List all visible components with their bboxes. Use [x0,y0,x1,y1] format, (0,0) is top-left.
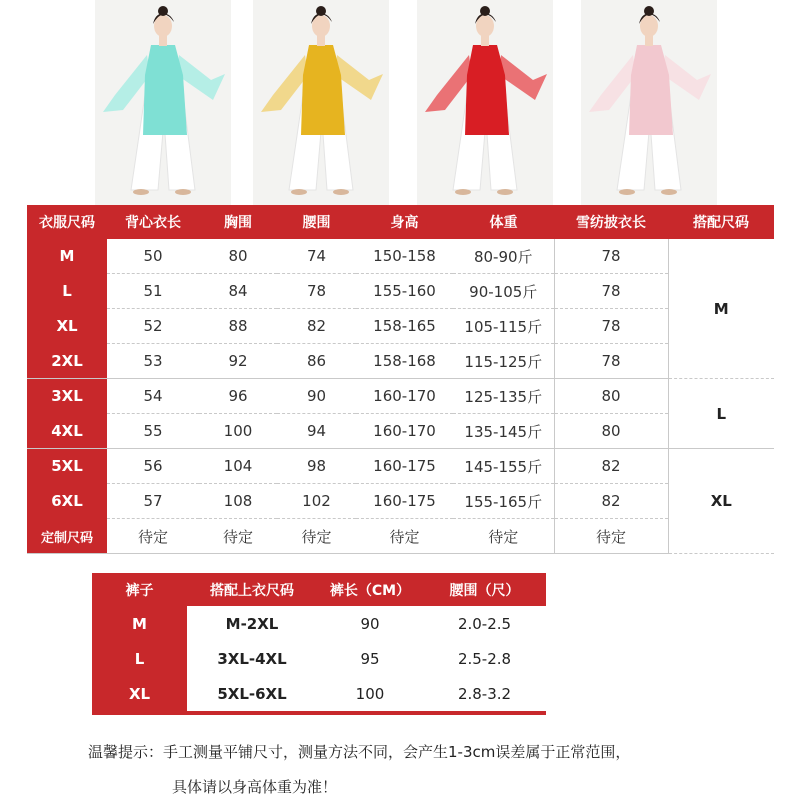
pants-waist-cell: 2.5-2.8 [457,649,512,668]
header-weight: 体重 [453,205,554,239]
model-figure-2 [417,0,553,205]
chiffon-length-cell: 待定 [554,519,668,554]
vest-length-cell: 57 [107,484,199,519]
pants-top-size-cell: M-2XL [225,614,279,633]
chiffon-length-cell: 78 [554,274,668,309]
height-cell: 待定 [356,519,453,554]
photo-red-model [417,0,553,205]
size-label: M [27,239,107,274]
weight-cell: 145-155斤 [453,449,554,484]
table-row [92,676,546,711]
pants-header-length: 裤长（CM） [317,573,423,606]
chiffon-length-cell: 80 [554,414,668,449]
model-figure-1 [253,0,389,205]
left-sleeve-shape [103,55,150,112]
pants-top-size-cell: 5XL-6XL [217,684,287,703]
pants-waist-cell: 2.0-2.5 [457,614,512,633]
right-foot-shape [497,189,513,195]
chiffon-length-cell: 82 [554,484,668,519]
hair-bun-shape [480,6,490,16]
pants-length-cell: 100 [355,684,385,703]
model-figure-0 [95,0,231,205]
pants-header-waist: 腰围（尺） [423,573,546,606]
hair-bun-shape [316,6,326,16]
weight-cell: 155-165斤 [453,484,554,519]
header-size: 衣服尺码 [27,205,107,239]
chest-cell: 84 [199,274,277,309]
vest-length-cell: 51 [107,274,199,309]
size-chart-table [27,205,774,554]
header-match-size: 搭配尺码 [668,205,774,239]
photo-turquoise-model [95,0,231,205]
left-foot-shape [133,189,149,195]
weight-cell: 135-145斤 [453,414,554,449]
chiffon-length-cell: 80 [554,379,668,414]
chest-cell: 待定 [199,519,277,554]
vest-length-cell: 50 [107,239,199,274]
hair-bun-shape [158,6,168,16]
pants-top-size-cell: 3XL-4XL [217,649,287,668]
vest-length-cell: 56 [107,449,199,484]
pants-waist-cell: 2.8-3.2 [457,684,512,703]
hair-bun-shape [644,6,654,16]
size-label: 3XL [27,379,107,414]
waist-cell: 78 [277,274,356,309]
height-cell: 160-175 [356,449,453,484]
chest-cell: 96 [199,379,277,414]
weight-cell: 待定 [453,519,554,554]
pants-length-cell: 90 [360,614,380,633]
table-row [27,239,774,274]
pants-header-top-size: 搭配上衣尺码 [187,573,317,606]
waist-cell: 98 [277,449,356,484]
chiffon-length-cell: 82 [554,449,668,484]
height-cell: 160-175 [356,484,453,519]
left-foot-shape [291,189,307,195]
left-sleeve-shape [261,55,308,112]
pants-size-table [92,573,546,715]
header-chiffon-length: 雪纺披衣长 [554,205,668,239]
pants-size-label: XL [92,676,187,711]
right-foot-shape [661,189,677,195]
weight-cell: 80-90斤 [453,239,554,274]
table-row [92,641,546,676]
header-chest: 胸围 [199,205,277,239]
chest-cell: 80 [199,239,277,274]
waist-cell: 74 [277,239,356,274]
match-size-cell: M [668,239,774,379]
size-label: 4XL [27,414,107,449]
match-size-cell: XL [668,449,774,554]
pants-bottom-border [92,711,546,715]
note-line-2: 具体请以身高体重为准！ [172,778,338,796]
waist-cell: 90 [277,379,356,414]
vest-length-cell: 52 [107,309,199,344]
note-line-1: 温馨提示：手工测量平铺尺寸，测量方法不同，会产生1-3cm误差属于正常范围， [88,743,631,761]
left-sleeve-shape [589,55,636,112]
match-size-cell: L [668,379,774,449]
table-row [27,484,774,519]
table-row [27,414,774,449]
header-height: 身高 [356,205,453,239]
vest-length-cell: 54 [107,379,199,414]
waist-cell: 94 [277,414,356,449]
height-cell: 158-165 [356,309,453,344]
vest-length-cell: 待定 [107,519,199,554]
height-cell: 155-160 [356,274,453,309]
header-vest-length: 背心衣长 [107,205,199,239]
height-cell: 150-158 [356,239,453,274]
chest-cell: 108 [199,484,277,519]
photo-yellow-model [253,0,389,205]
pants-size-label: M [92,606,187,641]
size-label: L [27,274,107,309]
vest-length-cell: 55 [107,414,199,449]
model-figure-3 [581,0,717,205]
table-row [27,309,774,344]
height-cell: 158-168 [356,344,453,379]
right-foot-shape [333,189,349,195]
pants-bottom-bar [92,711,546,715]
waist-cell: 102 [277,484,356,519]
chest-cell: 88 [199,309,277,344]
table-row [27,519,774,554]
size-label: 2XL [27,344,107,379]
weight-cell: 115-125斤 [453,344,554,379]
chiffon-length-cell: 78 [554,309,668,344]
pants-header-row [92,573,546,606]
waist-cell: 82 [277,309,356,344]
chest-cell: 100 [199,414,277,449]
height-cell: 160-170 [356,379,453,414]
product-photos [0,0,800,205]
height-cell: 160-170 [356,414,453,449]
left-foot-shape [455,189,471,195]
table-row [27,344,774,379]
size-label: 定制尺码 [27,519,107,554]
size-label: XL [27,309,107,344]
size-label: 6XL [27,484,107,519]
pants-header-size: 裤子 [92,573,187,606]
pants-size-label: L [92,641,187,676]
chest-cell: 92 [199,344,277,379]
photo-pink-model [581,0,717,205]
table-row [27,449,774,484]
table-row [27,379,774,414]
size-label: 5XL [27,449,107,484]
weight-cell: 125-135斤 [453,379,554,414]
right-foot-shape [175,189,191,195]
waist-cell: 待定 [277,519,356,554]
vest-length-cell: 53 [107,344,199,379]
size-chart-header-row [27,205,774,239]
chest-cell: 104 [199,449,277,484]
left-sleeve-shape [425,55,472,112]
header-waist: 腰围 [277,205,356,239]
weight-cell: 105-115斤 [453,309,554,344]
weight-cell: 90-105斤 [453,274,554,309]
waist-cell: 86 [277,344,356,379]
left-foot-shape [619,189,635,195]
pants-length-cell: 95 [360,649,380,668]
chiffon-length-cell: 78 [554,344,668,379]
table-row [27,274,774,309]
table-row [92,606,546,641]
chiffon-length-cell: 78 [554,239,668,274]
